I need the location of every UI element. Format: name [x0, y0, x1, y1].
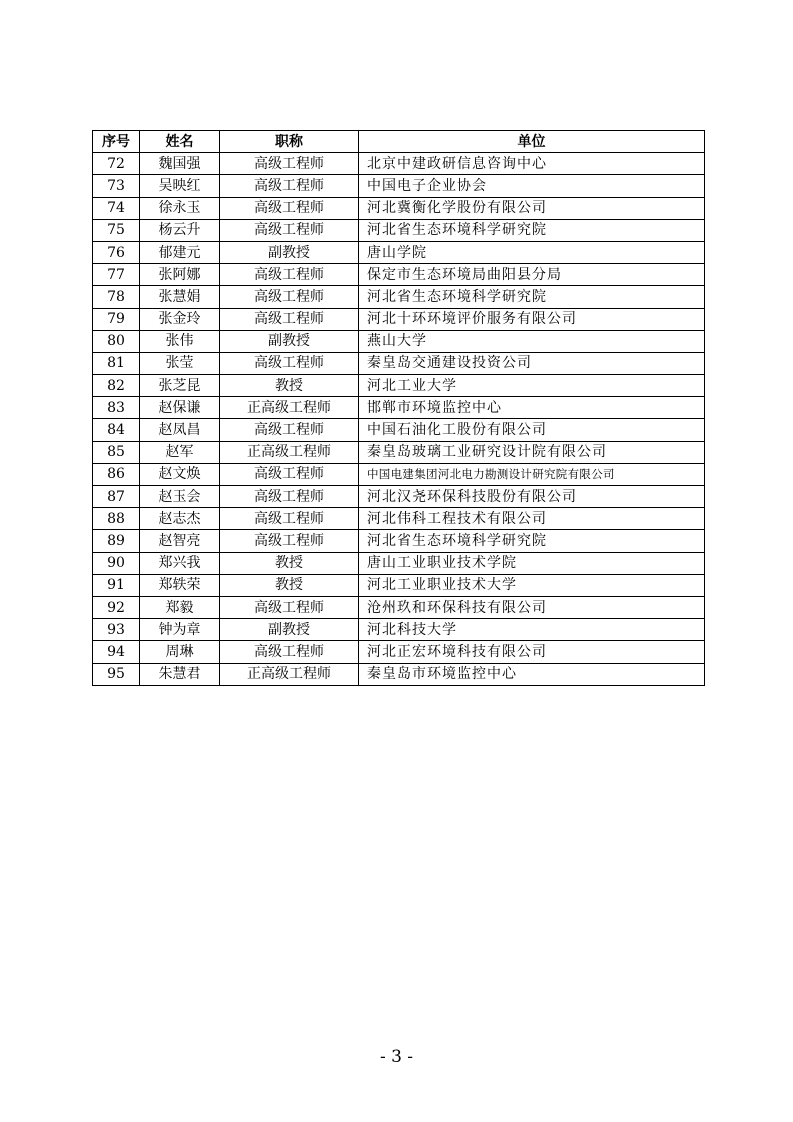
cell-unit: 河北汉尧环保科技股份有限公司: [359, 486, 705, 508]
table-row: [93, 463, 705, 485]
cell-name: 吴映红: [140, 175, 220, 197]
cell-no: 81: [93, 352, 140, 374]
cell-no: 92: [93, 596, 140, 618]
cell-title: 高级工程师: [220, 641, 359, 663]
table-row: [93, 264, 705, 286]
cell-name: 赵保谦: [140, 397, 220, 419]
header-unit: 单位: [359, 131, 705, 153]
cell-name: 赵文焕: [140, 463, 220, 485]
cell-title: 高级工程师: [220, 175, 359, 197]
table-row: [93, 530, 705, 552]
table-row: [93, 375, 705, 397]
cell-unit: 北京中建政研信息咨询中心: [359, 153, 705, 175]
cell-unit: 燕山大学: [359, 330, 705, 352]
cell-name: 赵智亮: [140, 530, 220, 552]
table-row: [93, 619, 705, 641]
cell-title: 正高级工程师: [220, 663, 359, 685]
cell-no: 76: [93, 241, 140, 263]
cell-name: 张芝昆: [140, 375, 220, 397]
cell-no: 89: [93, 530, 140, 552]
table-row: [93, 197, 705, 219]
cell-title: 教授: [220, 574, 359, 596]
cell-unit: 中国电子企业协会: [359, 175, 705, 197]
cell-title: 高级工程师: [220, 286, 359, 308]
cell-no: 73: [93, 175, 140, 197]
cell-title: 高级工程师: [220, 352, 359, 374]
table-row: [93, 441, 705, 463]
cell-name: 张金玲: [140, 308, 220, 330]
table-row: [93, 663, 705, 685]
cell-name: 郑轶荣: [140, 574, 220, 596]
cell-name: 张阿娜: [140, 264, 220, 286]
cell-title: 教授: [220, 375, 359, 397]
cell-unit: 唐山学院: [359, 241, 705, 263]
cell-no: 78: [93, 286, 140, 308]
table-row: [93, 286, 705, 308]
cell-no: 88: [93, 508, 140, 530]
cell-unit: 沧州玖和环保科技有限公司: [359, 596, 705, 618]
cell-name: 杨云升: [140, 219, 220, 241]
cell-title: 副教授: [220, 330, 359, 352]
cell-name: 赵志杰: [140, 508, 220, 530]
cell-name: 赵军: [140, 441, 220, 463]
cell-unit: 河北工业大学: [359, 375, 705, 397]
header-no: 序号: [93, 131, 140, 153]
cell-title: 高级工程师: [220, 219, 359, 241]
cell-title: 高级工程师: [220, 486, 359, 508]
cell-title: 副教授: [220, 619, 359, 641]
cell-title: 高级工程师: [220, 596, 359, 618]
table-row: [93, 508, 705, 530]
cell-title: 正高级工程师: [220, 397, 359, 419]
cell-unit: 中国石油化工股份有限公司: [359, 419, 705, 441]
table-row: [93, 574, 705, 596]
cell-title: 正高级工程师: [220, 441, 359, 463]
cell-name: 钟为章: [140, 619, 220, 641]
cell-no: 79: [93, 308, 140, 330]
table-row: [93, 219, 705, 241]
table-row: [93, 352, 705, 374]
cell-title: 高级工程师: [220, 508, 359, 530]
cell-title: 高级工程师: [220, 153, 359, 175]
cell-title: 教授: [220, 552, 359, 574]
cell-title: 副教授: [220, 241, 359, 263]
table-row: [93, 596, 705, 618]
cell-name: 张莹: [140, 352, 220, 374]
cell-unit: 秦皇岛玻璃工业研究设计院有限公司: [359, 441, 705, 463]
cell-title: 高级工程师: [220, 308, 359, 330]
table-row: [93, 397, 705, 419]
table-row: [93, 486, 705, 508]
cell-name: 徐永玉: [140, 197, 220, 219]
cell-unit: 河北科技大学: [359, 619, 705, 641]
table-row: [93, 153, 705, 175]
cell-name: 张伟: [140, 330, 220, 352]
cell-name: 郑兴我: [140, 552, 220, 574]
cell-unit: 河北伟科工程技术有限公司: [359, 508, 705, 530]
cell-no: 72: [93, 153, 140, 175]
cell-no: 84: [93, 419, 140, 441]
cell-name: 周琳: [140, 641, 220, 663]
cell-unit: 河北省生态环境科学研究院: [359, 219, 705, 241]
cell-title: 高级工程师: [220, 463, 359, 485]
cell-no: 82: [93, 375, 140, 397]
page-number: - 3 -: [379, 1047, 414, 1067]
table-row: [93, 241, 705, 263]
table-row: [93, 330, 705, 352]
table-row: [93, 175, 705, 197]
cell-title: 高级工程师: [220, 197, 359, 219]
cell-unit: 唐山工业职业技术学院: [359, 552, 705, 574]
cell-name: 郁建元: [140, 241, 220, 263]
cell-name: 魏国强: [140, 153, 220, 175]
cell-name: 朱慧君: [140, 663, 220, 685]
header-name: 姓名: [140, 131, 220, 153]
cell-unit: 中国电建集团河北电力勘测设计研究院有限公司: [359, 463, 705, 485]
cell-unit: 河北省生态环境科学研究院: [359, 530, 705, 552]
cell-no: 83: [93, 397, 140, 419]
cell-no: 95: [93, 663, 140, 685]
cell-unit: 保定市生态环境局曲阳县分局: [359, 264, 705, 286]
cell-no: 75: [93, 219, 140, 241]
cell-title: 高级工程师: [220, 264, 359, 286]
table-row: [93, 552, 705, 574]
cell-title: 高级工程师: [220, 530, 359, 552]
cell-no: 94: [93, 641, 140, 663]
table-row: [93, 641, 705, 663]
table-row: [93, 308, 705, 330]
table-row: [93, 419, 705, 441]
cell-no: 74: [93, 197, 140, 219]
cell-unit: 河北省生态环境科学研究院: [359, 286, 705, 308]
cell-no: 80: [93, 330, 140, 352]
table-header-row: [93, 131, 705, 153]
cell-unit: 秦皇岛市环境监控中心: [359, 663, 705, 685]
cell-unit: 秦皇岛交通建设投资公司: [359, 352, 705, 374]
cell-no: 85: [93, 441, 140, 463]
cell-name: 赵玉会: [140, 486, 220, 508]
cell-no: 90: [93, 552, 140, 574]
cell-unit: 河北十环环境评价服务有限公司: [359, 308, 705, 330]
experts-table: [92, 130, 705, 686]
cell-unit: 邯郸市环境监控中心: [359, 397, 705, 419]
cell-no: 93: [93, 619, 140, 641]
cell-unit: 河北工业职业技术大学: [359, 574, 705, 596]
header-title: 职称: [220, 131, 359, 153]
cell-title: 高级工程师: [220, 419, 359, 441]
cell-no: 86: [93, 463, 140, 485]
cell-name: 张慧娟: [140, 286, 220, 308]
cell-name: 郑毅: [140, 596, 220, 618]
cell-unit: 河北正宏环境科技有限公司: [359, 641, 705, 663]
cell-no: 77: [93, 264, 140, 286]
cell-unit: 河北冀衡化学股份有限公司: [359, 197, 705, 219]
cell-no: 91: [93, 574, 140, 596]
cell-name: 赵凤昌: [140, 419, 220, 441]
cell-no: 87: [93, 486, 140, 508]
